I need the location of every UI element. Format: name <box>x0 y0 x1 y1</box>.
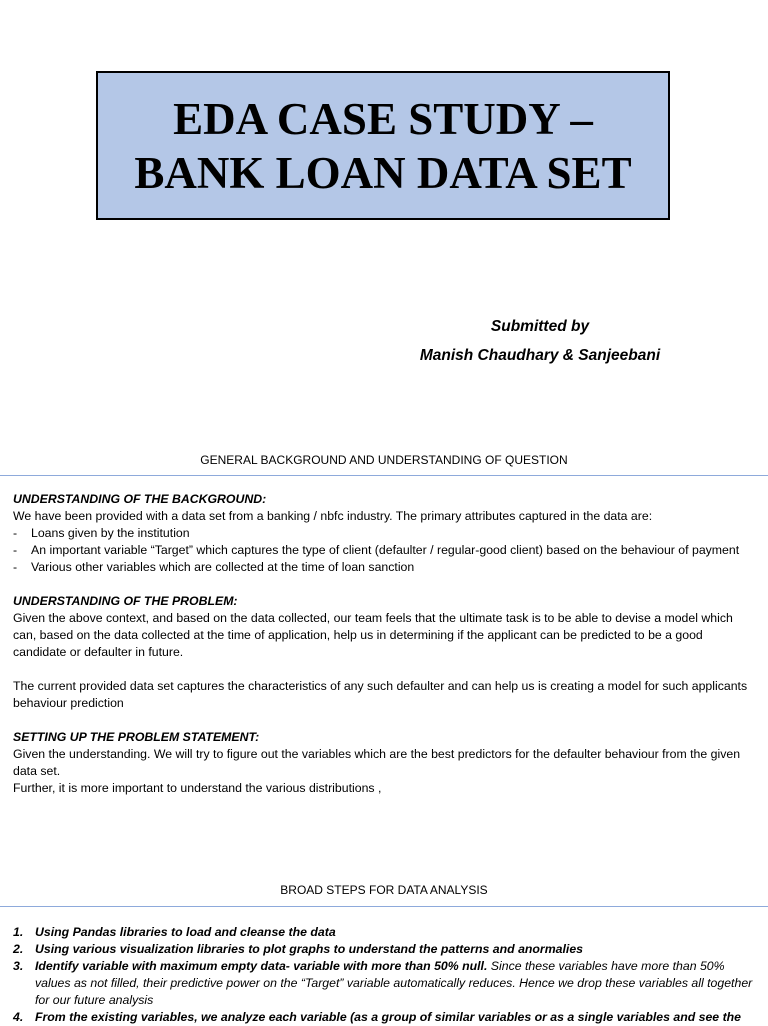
title-box <box>96 71 670 220</box>
statement-text-1: Given the understanding. We will try to figure out the variables which are the best predictors for the defaulter behaviour from the given data set. <box>13 747 741 778</box>
problem-text-1: Given the above context, and based on the data collected, our team feels that the ultimate task is to be able to devise a model which can, based on the data collected at the time of application, help us in determining if the applicant can be predicted to be a good candidate or defaulter in future. <box>13 611 733 659</box>
list-item: - An important variable “Target” which captures the type of client (defaulter / regular-good client) based on the behaviour of payment <box>13 543 740 557</box>
background-heading: UNDERSTANDING OF THE BACKGROUND: <box>13 492 267 506</box>
problem-heading: UNDERSTANDING OF THE PROBLEM: <box>13 594 238 608</box>
list-item <box>13 958 758 1009</box>
step-number: 3. <box>13 959 24 973</box>
list-item <box>13 924 758 941</box>
list-item: - Loans given by the institution <box>13 526 190 540</box>
list-item-text: Loans given by the institution <box>31 526 190 540</box>
step-bold-text: Using Pandas libraries to load and cleanse the data <box>35 925 336 939</box>
statement-heading: SETTING UP THE PROBLEM STATEMENT: <box>13 730 260 744</box>
background-list <box>13 525 758 576</box>
step-number: 2. <box>13 942 24 956</box>
title-line-2: BANK LOAN DATA SET <box>134 147 632 198</box>
problem-text-2: The current provided data set captures the characteristics of any such defaulter and can help us is creating a model for such applicants behaviour prediction <box>13 679 748 710</box>
statement-text-2: Further, it is more important to understand the various distributions , <box>13 781 382 795</box>
step-number: 4. <box>13 1010 24 1024</box>
list-item: - Various other variables which are collected at the time of loan sanction <box>13 560 415 574</box>
steps-list <box>13 924 758 1026</box>
submitted-label: Submitted by <box>490 318 590 335</box>
general-section-rule <box>0 475 768 476</box>
background-text: We have been provided with a data set from a banking / nbfc industry. The primary attributes captured in the data are: <box>13 509 653 523</box>
general-section-heading: GENERAL BACKGROUND AND UNDERSTANDING OF QUESTION <box>200 453 568 467</box>
list-item-text: An important variable “Target” which captures the type of client (defaulter / regular-good client) based on the behaviour of payment <box>31 543 740 557</box>
step-number: 1. <box>13 925 24 939</box>
steps-list-block <box>13 924 758 1026</box>
submitted-authors: Manish Chaudhary & Sanjeebani <box>419 347 661 364</box>
list-item <box>13 941 758 958</box>
title-line-1: EDA CASE STUDY – <box>173 93 593 144</box>
general-section-body <box>13 491 758 797</box>
step-bold-text: Using various visualization libraries to plot graphs to understand the patterns and anormalies <box>35 942 583 956</box>
steps-section-rule <box>0 906 768 907</box>
list-item <box>13 1009 758 1026</box>
step-rest-text: Since these variables have more than 50% values as not filled, their predictive power on the “Target” variable automatically reduces. Hence we drop these variables all together for our future analysis <box>35 959 753 1007</box>
submitted-block <box>380 312 700 370</box>
step-bold-text: Identify variable with maximum empty data- variable with more than 50% null. <box>35 959 488 973</box>
steps-section-heading: BROAD STEPS FOR DATA ANALYSIS <box>280 883 488 897</box>
list-item-text: Various other variables which are collected at the time of loan sanction <box>31 560 415 574</box>
step-bold-text: From the existing variables, we analyze each variable (as a group of similar variables or as a single variables and see the <box>35 1010 742 1024</box>
